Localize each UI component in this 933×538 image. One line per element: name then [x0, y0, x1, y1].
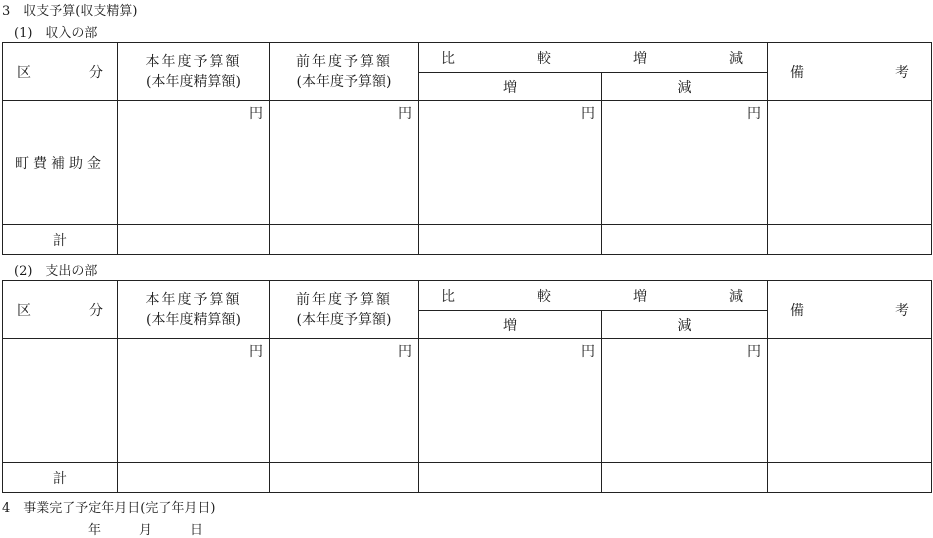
unit-cell: 円: [419, 101, 602, 225]
total-cell: [270, 463, 419, 493]
increase-header: 増: [419, 311, 602, 339]
section-3-title: 3 収支予算(収支精算): [2, 4, 138, 19]
current-budget-header: 本年度予算額 (本年度精算額): [118, 281, 270, 339]
previous-budget-header: 前年度予算額 (本年度予算額): [270, 281, 419, 339]
category-header: 区 分: [3, 281, 118, 339]
total-cell: [602, 225, 768, 255]
income-section-title: (1) 収入の部: [14, 26, 98, 41]
total-cell: [419, 463, 602, 493]
expenditure-table: [2, 280, 932, 493]
expenditure-data-row: [3, 339, 932, 463]
completion-date: 年 月 日: [88, 523, 208, 538]
total-cell: [118, 463, 270, 493]
total-cell: [768, 463, 932, 493]
unit-cell: 円: [270, 339, 419, 463]
comparison-header: 比 較 増 減: [419, 281, 768, 311]
unit-cell: 円: [118, 339, 270, 463]
previous-budget-header: 前年度予算額 (本年度予算額): [270, 43, 419, 101]
section-4-title: 4 事業完了予定年月日(完了年月日): [2, 501, 216, 516]
total-label: 計: [3, 463, 118, 493]
expenditure-total-row: [3, 463, 932, 493]
unit-cell: 円: [270, 101, 419, 225]
row-label: 町費補助金: [3, 101, 118, 225]
expenditure-section-title: (2) 支出の部: [14, 264, 98, 279]
remarks-cell: [768, 101, 932, 225]
unit-cell: 円: [602, 101, 768, 225]
decrease-header: 減: [602, 311, 768, 339]
category-header: 区 分: [3, 43, 118, 101]
remarks-header: 備 考: [768, 43, 932, 101]
income-total-row: [3, 225, 932, 255]
total-cell: [419, 225, 602, 255]
income-table: [2, 42, 932, 255]
total-cell: [768, 225, 932, 255]
income-header-row-1: [3, 43, 932, 73]
expenditure-header-row-1: [3, 281, 932, 311]
decrease-header: 減: [602, 73, 768, 101]
current-budget-header: 本年度予算額 (本年度精算額): [118, 43, 270, 101]
remarks-header: 備 考: [768, 281, 932, 339]
remarks-cell: [768, 339, 932, 463]
unit-cell: 円: [419, 339, 602, 463]
total-label: 計: [3, 225, 118, 255]
increase-header: 増: [419, 73, 602, 101]
income-data-row: [3, 101, 932, 225]
comparison-header: 比 較 増 減: [419, 43, 768, 73]
total-cell: [602, 463, 768, 493]
total-cell: [270, 225, 419, 255]
unit-cell: 円: [118, 101, 270, 225]
unit-cell: 円: [602, 339, 768, 463]
row-label: [3, 339, 118, 463]
total-cell: [118, 225, 270, 255]
